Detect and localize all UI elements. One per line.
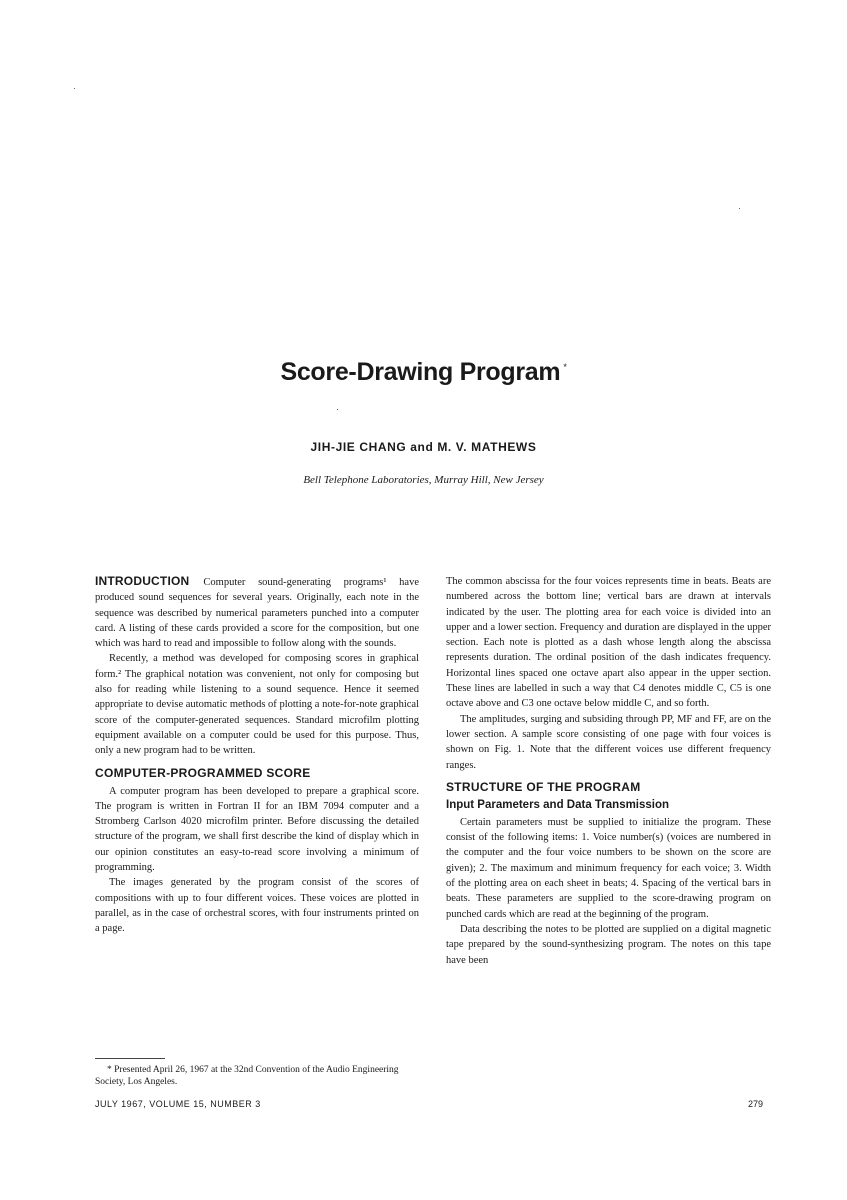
input-parameters-subheading: Input Parameters and Data Transmission — [446, 798, 670, 811]
intro-paragraph-2: Recently, a method was developed for composing scores in graphical form.² The graphical notation was convenient, not only for composing but also for reading while listening to a sound sequence. Hence it seemed appropriate to devise automatic methods of plotting a note-for-note graphical score of the computer-generated sequences. Standard microfilm plotting equipment available on a computer could be used for this purpose. Thus, only a new program had to be written. — [95, 653, 419, 757]
footnote: * Presented April 26, 1967 at the 32nd Convention of the Audio Engineering Society, Los Angeles. — [95, 1065, 399, 1087]
right-paragraph-3: Certain parameters must be supplied to initialize the program. These consist of the following items: 1. Voice number(s) (voices are numbered in the computer and the four voice numbers to be shown on the score are given); 2. The maximum and minimum frequency for each voice; 3. Width of the plotting area on each sheet in beats; 4. Spacing of the vertical bars in beats. These parameters are supplied to the score-drawing program on punched cards which are read at the beginning of the program. — [446, 816, 771, 920]
right-paragraph-4: Data describing the notes to be plotted are supplied on a digital magnetic tape prepared by the sound-synthesizing program. The notes on this tape have been — [446, 923, 771, 966]
article-title — [0, 358, 847, 387]
cps-paragraph-2: The images generated by the program consist of the scores of compositions with up to four different voices. These voices are plotted in parallel, as in the case of orchestral scores, with four instruments printed on a page. — [95, 877, 419, 935]
footnote-rule — [95, 1058, 165, 1059]
page-number: 279 — [748, 1099, 764, 1109]
journal-issue-footer: JULY 1967, VOLUME 15, NUMBER 3 — [95, 1099, 261, 1109]
intro-paragraph-1 — [95, 574, 419, 651]
scan-speck — [337, 409, 338, 410]
right-paragraph-1: The common abscissa for the four voices represents time in beats. Beats are numbered across the bottom line; vertical bars are drawn at intervals indicated by the user. The plotting area for each voice is divided into an upper and a lower section. Frequency and duration are displayed in the upper section. Each note is plotted as a dash whose length along the abscissa represents duration. The ordinal position of the dash indicates frequency. Horizontal lines spaced one octave apart also appear in the upper section. These lines are labelled in such a way that C4 denotes middle C, C5 is one octave above and C3 one octave below middle C, and so forth. — [446, 576, 771, 710]
title-footnote-mark: * — [563, 362, 567, 372]
introduction-heading: INTRODUCTION — [95, 574, 190, 588]
structure-heading: STRUCTURE OF THE PROGRAM — [446, 779, 641, 794]
author-line: JIH-JIE CHANG and M. V. MATHEWS — [310, 440, 537, 454]
scan-speck — [74, 88, 75, 89]
affiliation-line: Bell Telephone Laboratories, Murray Hill, New Jersey — [303, 474, 544, 486]
title-text: Score-Drawing Program — [280, 358, 561, 386]
intro-paragraph-1-text: Computer sound-generating programs¹ have produced sound sequences for several years. Originally, each note in the sequence was described by numerical parameters punched into a computer card. A listing of these cards provided a score for the composition, but one which was hard to read and impossible to follow along with the sounds. — [95, 577, 419, 650]
left-column — [95, 574, 419, 937]
right-column — [446, 574, 771, 968]
cps-paragraph-1: A computer program has been developed to prepare a graphical score. The program is written in Fortran II for an IBM 7094 computer and a Stromberg Carlson 4020 microfilm printer. Before discussing the detailed structure of the program, we shall first describe the kind of display which in our opinion constitutes an easy-to-read score involving a minimum of programming. — [95, 785, 419, 874]
right-paragraph-2: The amplitudes, surging and subsiding through PP, MF and FF, are on the lower section. A sample score consisting of one page with four voices is shown on Fig. 1. Note that the different voices use different frequency ranges. — [446, 713, 771, 771]
computer-programmed-score-heading: COMPUTER-PROGRAMMED SCORE — [95, 765, 311, 780]
scan-speck — [739, 208, 740, 209]
